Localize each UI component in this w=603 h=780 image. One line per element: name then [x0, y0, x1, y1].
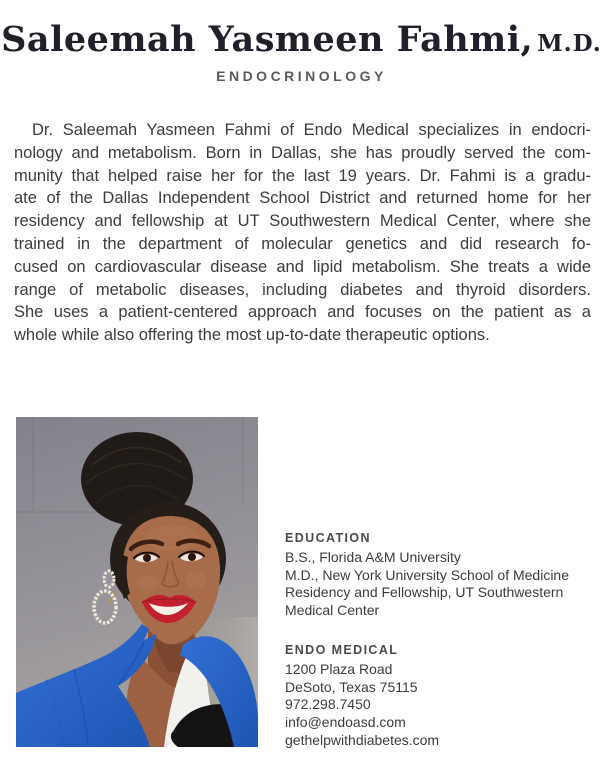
specialty-label: ENDOCRINOLOGY — [216, 68, 387, 84]
doctor-name — [0, 20, 603, 64]
bio-line: range of metabolic diseases, including diabetes and thyroid disorders. — [14, 280, 591, 299]
education-line: M.D., New York University School of Medicine — [285, 566, 569, 583]
doctor-degree: M.D. — [537, 30, 602, 57]
practice-line: 1200 Plaza Road — [285, 660, 393, 677]
portrait-illustration — [16, 417, 258, 747]
practice-line: gethelpwithdiabetes.com — [285, 731, 440, 748]
practice-line: 972.298.7450 — [285, 696, 371, 713]
education-line: Residency and Fellowship, UT Southwestern — [285, 584, 564, 601]
education-lines — [285, 549, 585, 620]
doctor-name-text: Saleemah Yasmeen Fahmi, — [1, 19, 534, 60]
bio-line: She uses a patient-centered approach and focuses on the patient as a — [14, 303, 591, 322]
education-line: B.S., Florida A&M University — [285, 549, 461, 565]
bio-line: ate of the Dallas Independent School District and returned home for her — [14, 189, 591, 208]
bio-paragraph — [14, 119, 591, 347]
bio-line: whole while also offering the most up-to-date therapeutic options. — [14, 326, 490, 345]
practice-heading: ENDO MEDICAL — [285, 642, 399, 657]
practice-line: info@endoasd.com — [285, 713, 406, 730]
practice-section — [285, 642, 585, 750]
bio-line: cused on cardiovascular disease and lipid metabolism. She treats a wide — [14, 257, 591, 276]
bio-line: trained in the department of molecular genetics and did research fo- — [14, 234, 591, 253]
contact-details — [285, 530, 585, 749]
education-section — [285, 530, 585, 620]
bio-line: nology and metabolism. Born in Dallas, she has proudly served the com- — [14, 143, 591, 162]
bio-line: residency and fellowship at UT Southwestern Medical Center, where she — [14, 212, 591, 231]
education-heading: EDUCATION — [285, 531, 371, 545]
practice-line: DeSoto, Texas 75115 — [285, 678, 418, 695]
portrait-photo — [16, 417, 258, 747]
bio-line: Dr. Saleemah Yasmeen Fahmi of Endo Medical specializes in endocri- — [32, 121, 591, 139]
masthead — [0, 20, 603, 84]
practice-lines — [285, 661, 585, 750]
bio-line: munity that helped raise her for the last 19 years. Dr. Fahmi is a gradu- — [14, 166, 591, 185]
education-line: Medical Center — [285, 602, 380, 619]
